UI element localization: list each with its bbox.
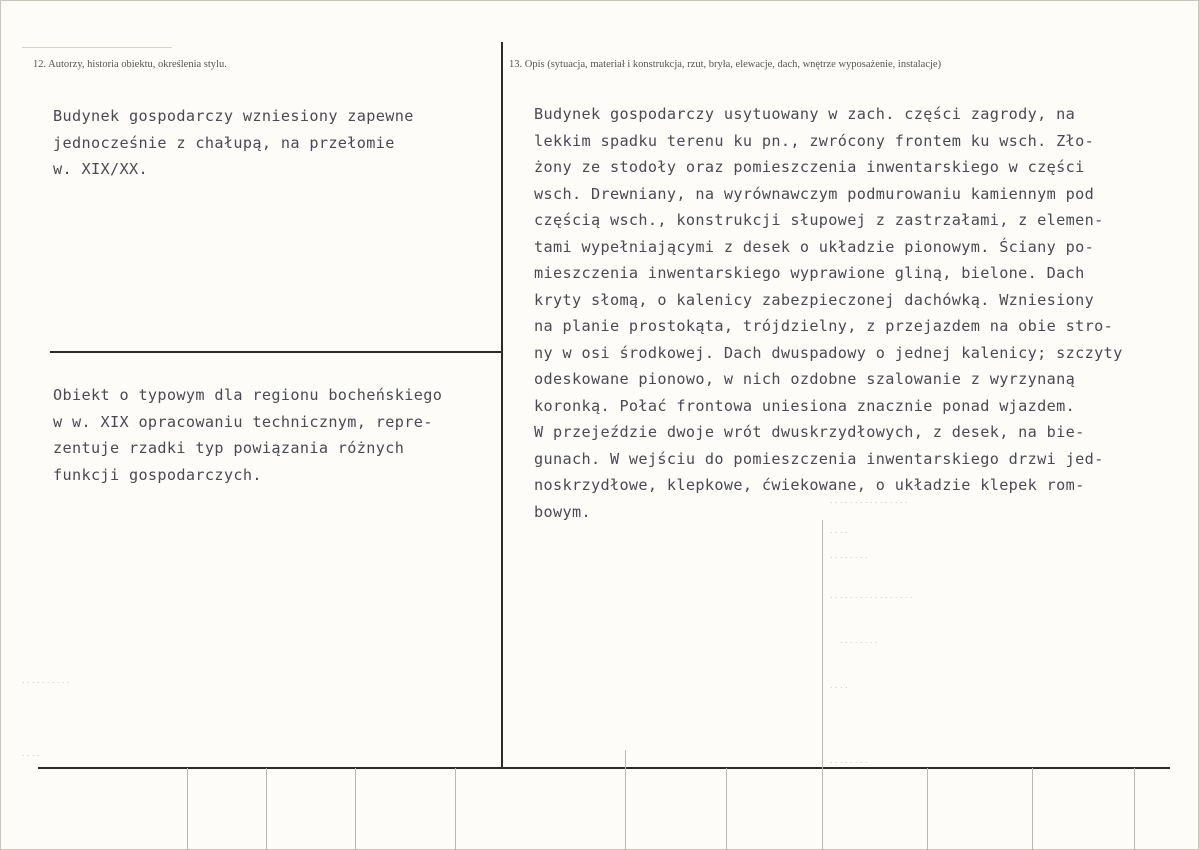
section-13-description-text xyxy=(534,101,1123,525)
form-tick xyxy=(625,750,626,850)
description-line: wsch. Drewniany, na wyrównawczym podmurowaniu kamiennym pod xyxy=(534,184,1095,203)
form-tick xyxy=(726,768,727,850)
assessment-line: w w. XIX opracowaniu technicznym, repre- xyxy=(53,412,433,431)
show-through-mark: . . . . xyxy=(830,680,848,690)
description-line: bowym. xyxy=(534,502,591,521)
show-through-mark: . . . . . . . . xyxy=(830,550,868,560)
form-tick xyxy=(266,768,267,850)
show-through-mark: . . . . . . . . . . . . . . . . . xyxy=(830,590,913,600)
column-divider xyxy=(501,42,503,767)
description-line: noskrzydłowe, klepkowe, ćwiekowane, o układzie klepek rom- xyxy=(534,476,1085,494)
description-line: ny w osi środkowej. Dach dwuspadowy o jednej kalenicy; szczyty xyxy=(534,343,1123,362)
assessment-line: zentuje rzadki typ powiązania różnych xyxy=(53,439,405,457)
form-tick xyxy=(455,768,456,850)
history-line: jednocześnie z chałupą, na przełomie xyxy=(53,133,395,152)
assessment-line: funkcji gospodarczych. xyxy=(53,465,262,484)
description-line: tami wypełniającymi z desek o układzie pionowym. Ściany po- xyxy=(534,237,1095,256)
description-line: W przejeździe dwoje wrót dwuskrzydłowych, z desek, na bie- xyxy=(534,423,1085,441)
show-through-mark: . . . . . . . . . . . . . . . . xyxy=(830,495,908,505)
description-line: częścią wsch., konstrukcji słupowej z zastrzałami, z elemen- xyxy=(534,211,1104,229)
scan-speck xyxy=(22,47,172,48)
description-line: Budynek gospodarczy usytuowany w zach. części zagrody, na xyxy=(534,105,1076,123)
show-through-mark: . . . . xyxy=(830,525,848,535)
show-through-mark: . . . . . . . . . . xyxy=(22,675,70,685)
section-12-assessment-text xyxy=(53,382,442,488)
section-12-header: 12. Autorzy, historia obiektu, określenia stylu. xyxy=(33,59,227,70)
section-12-history-text xyxy=(53,103,414,183)
history-line: w. XIX/XX. xyxy=(53,160,148,178)
section-13-header: 13. Opis (sytuacja, materiał i konstrukcja, rzut, bryła, elewacje, dach, wnętrze wyposażenie, instalacje) xyxy=(509,59,942,70)
description-line: koronką. Połać frontowa uniesiona znacznie ponad wjazdem. xyxy=(534,396,1076,415)
bottom-rule xyxy=(38,767,1170,769)
form-tick xyxy=(187,768,188,850)
show-through-mark: . . . . xyxy=(22,748,40,758)
description-line: na planie prostokąta, trójdzielny, z przejazdem na obie stro- xyxy=(534,317,1114,335)
form-tick xyxy=(822,520,823,850)
description-line: lekkim spadku terenu ku pn., zwrócony frontem ku wsch. Zło- xyxy=(534,131,1095,150)
description-line: mieszczenia inwentarskiego wyprawione gliną, bielone. Dach xyxy=(534,264,1085,282)
history-line: Budynek gospodarczy wzniesiony zapewne xyxy=(53,107,414,125)
section-12-divider xyxy=(50,351,502,353)
description-line: odeskowane pionowo, w nich ozdobne szalowanie z wyrzynaną xyxy=(534,370,1076,388)
form-tick xyxy=(1032,768,1033,850)
form-tick xyxy=(1134,768,1135,850)
form-tick xyxy=(355,768,356,850)
description-line: żony ze stodoły oraz pomieszczenia inwentarskiego w części xyxy=(534,158,1085,176)
show-through-mark: . . . . . . . . xyxy=(840,635,878,645)
assessment-line: Obiekt o typowym dla regionu bocheńskiego xyxy=(53,386,443,404)
form-tick xyxy=(927,768,928,850)
description-line: kryty słomą, o kalenicy zabezpieczonej dachówką. Wzniesiony xyxy=(534,290,1095,309)
description-line: gunach. W wejściu do pomieszczenia inwentarskiego drzwi jed- xyxy=(534,449,1104,468)
show-through-mark: . . . . . . . . xyxy=(830,755,868,765)
